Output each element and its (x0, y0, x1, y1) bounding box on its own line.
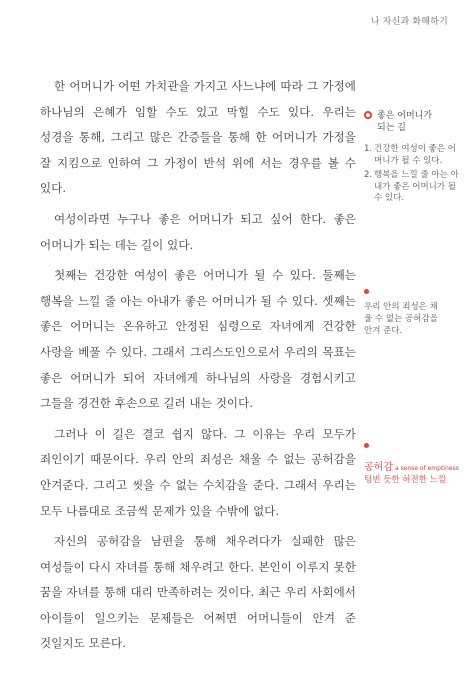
list-item-number: 2. (364, 170, 373, 180)
list-item (364, 144, 460, 167)
dot-bullet-icon (364, 443, 369, 448)
note-body (364, 301, 460, 337)
running-header: 나 자신과 화해하기 (370, 17, 448, 27)
sidebar-note-good-mother (364, 110, 460, 208)
list-item-text: 건강한 여성이 좋은 어머니가 될 수 있다. (374, 144, 457, 166)
note-heading (364, 110, 460, 134)
note-line1: 우리 안의 죄성은 채 (364, 302, 438, 312)
note-title (377, 110, 432, 134)
paragraph-1: 한 어머니가 어떤 가치관을 가지고 사느냐에 따라 그 가정에 하나님의 은혜가 임할 수도 있고 막힐 수도 있다. 우리는 성경을 통해, 그리고 많은 간증들을 통해 한 어머니가 가정을 잘 지킴으로 인하여 그 가정이 반석 위에 서는 경우를 볼 수 있다. (40, 79, 356, 196)
paragraph-2: 여성이라면 누구나 좋은 어머니가 되고 싶어 한다. 좋은 어머니가 되는 데는 길이 있다. (40, 211, 356, 252)
sidebar-glossary (364, 436, 460, 486)
glossary-definition: 텅빈 듯한 허전한 느낌 (364, 475, 447, 485)
list-item-text: 행복을 느낄 줄 아는 아내가 좋은 어머니가 될 수 있다. (374, 170, 459, 203)
note-list (364, 144, 460, 205)
sidebar-note-sin (364, 282, 460, 337)
dot-bullet-icon (364, 289, 369, 294)
paragraph-5: 자신의 공허감을 남편을 통해 채우려다가 실패한 많은 여성들이 다시 자녀를 통해 채우려고 한다. 본인이 이루지 못한 꿈을 자녀를 통해 대리 만족하려는 것이다. 최근 우리 사회에서 아이들이 일으키는 문제들은 어쩌면 어머니들이 안겨 준 것일지도 모른다. (40, 534, 356, 651)
paragraph-4: 그러나 이 길은 결코 쉽지 않다. 그 이유는 우리 모두가 죄인이기 때문이다. 우리 안의 죄성은 채울 수 없는 공허감을 안겨준다. 그리고 씻을 수 없는 수치감을 준다. 그래서 우리는 모두 나름대로 조금씩 문제가 있을 수밖에 없다. (40, 426, 356, 518)
note-line3: 안겨 준다. (364, 326, 403, 336)
glossary-term: 공허감 (364, 462, 393, 473)
note-line2: 울 수 없는 공허감을 (364, 314, 438, 324)
list-item-number: 1. (364, 144, 373, 154)
list-item (364, 170, 460, 205)
note-title-line1: 좋은 어머니가 (377, 111, 433, 121)
glossary-term-line (364, 455, 460, 474)
glossary-term-english: a sense of emptiness (394, 465, 459, 472)
paragraph-3: 첫째는 건강한 여성이 좋은 어머니가 될 수 있다. 둘째는 행복을 느낄 줄 아는 아내가 좋은 어머니가 될 수 있다. 셋째는 좋은 어머니는 온유하고 안정된 심령으로 자녀에게 건강한 사랑을 베풀 수 있다. 그래서 그리스도인으로서 우리의 목표는 좋은 어머니가 되어 자녀에게 하나님의 사랑을 경험시키고 그들을 경건한 후손으로 길러 내는 것이다. (40, 268, 356, 411)
main-text (40, 74, 356, 662)
ring-bullet-icon (364, 111, 372, 119)
note-title-line2: 되는 길 (377, 123, 406, 133)
